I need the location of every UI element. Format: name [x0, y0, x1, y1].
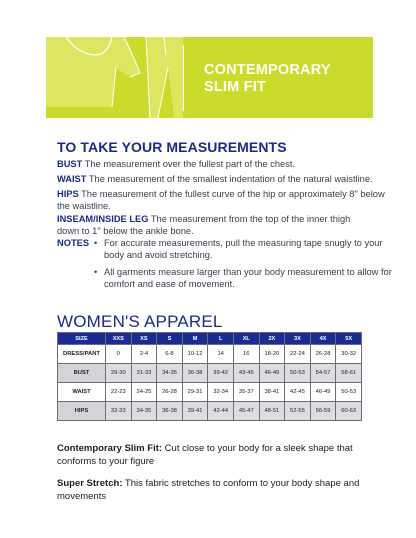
table-cell: 6-8 — [157, 345, 183, 364]
description-term: Super Stretch: — [57, 478, 123, 489]
measurement-inseam — [57, 214, 369, 237]
table-cell: 31-33 — [131, 364, 157, 383]
table-cell: 29-30 — [106, 364, 132, 383]
header-cell: 5X — [336, 333, 362, 345]
measurement-term: WAIST — [57, 174, 87, 184]
size-chart-table — [57, 332, 362, 421]
table-row — [58, 402, 362, 421]
table-cell: 34-35 — [131, 402, 157, 421]
banner-title-line2: SLIM FIT — [204, 79, 267, 95]
row-label: HIPS — [58, 402, 106, 421]
banner-divider — [183, 45, 184, 111]
measurement-bust — [57, 159, 397, 171]
note-text: All garments measure larger than your body measurement to allow for comfort and ease of movement. — [104, 267, 392, 289]
measurement-text: The measurement over the fullest part of the chest. — [82, 159, 296, 169]
table-cell: 46-49 — [310, 383, 336, 402]
header-cell: XL — [233, 333, 259, 345]
description-slim-fit — [57, 443, 377, 468]
table-cell: 26-28 — [157, 383, 183, 402]
apparel-title: WOMEN'S APPAREL — [57, 312, 223, 331]
table-cell: 34-35 — [157, 364, 183, 383]
note-item — [94, 238, 394, 261]
header-cell: XS — [131, 333, 157, 345]
bullet-icon: • — [94, 238, 98, 248]
size-header-row — [58, 333, 362, 345]
header-cell: 4X — [310, 333, 336, 345]
table-cell: 39-42 — [208, 364, 234, 383]
bullet-icon: • — [94, 267, 98, 277]
measurement-term: INSEAM/INSIDE LEG — [57, 214, 149, 224]
table-cell: 38-41 — [259, 383, 285, 402]
table-cell: 46-49 — [259, 364, 285, 383]
table-cell: 16 — [233, 345, 259, 364]
table-cell: 42-44 — [208, 402, 234, 421]
header-cell: SIZE — [58, 333, 106, 345]
table-cell: 45-47 — [233, 402, 259, 421]
measurement-text: The measurement of the smallest indentation of the natural waistline. — [86, 174, 373, 184]
measurement-term: BUST — [57, 159, 83, 169]
description-super-stretch — [57, 478, 377, 503]
table-cell: 60-63 — [336, 402, 362, 421]
table-cell: 26-28 — [310, 345, 336, 364]
table-cell: 30-32 — [336, 345, 362, 364]
table-cell: 54-57 — [310, 364, 336, 383]
table-cell: 32-33 — [106, 402, 132, 421]
table-cell: 14 — [208, 345, 234, 364]
header-cell: S — [157, 333, 183, 345]
measurement-hips — [57, 189, 387, 212]
header-cell: 3X — [285, 333, 311, 345]
description-term: Contemporary Slim Fit: — [57, 443, 163, 454]
banner-title — [204, 62, 364, 96]
measurements-heading: TO TAKE YOUR MEASUREMENTS — [57, 139, 287, 155]
header-cell: L — [208, 333, 234, 345]
table-row — [58, 383, 362, 402]
table-cell: 29-31 — [182, 383, 208, 402]
measurement-text: The measurement of the fullest curve of the hip or approximately 8" below the waistline. — [57, 189, 385, 211]
table-cell: 18-20 — [259, 345, 285, 364]
header-cell: XXS — [106, 333, 132, 345]
measurement-waist — [57, 174, 397, 186]
table-cell: 22-24 — [285, 345, 311, 364]
table-cell: 2-4 — [131, 345, 157, 364]
row-label: BUST — [58, 364, 106, 383]
table-cell: 42-45 — [285, 383, 311, 402]
table-cell: 22-23 — [106, 383, 132, 402]
note-text: For accurate measurements, pull the measuring tape snugly to your body and avoid stretching. — [104, 238, 383, 260]
hero-banner — [46, 37, 373, 118]
banner-title-line1: CONTEMPORARY — [204, 62, 331, 78]
table-cell: 43-45 — [233, 364, 259, 383]
table-cell: 10-12 — [182, 345, 208, 364]
notes-label: NOTES — [57, 238, 90, 248]
table-cell: 58-61 — [336, 364, 362, 383]
table-cell: 56-59 — [310, 402, 336, 421]
table-row — [58, 345, 362, 364]
table-cell: 0 — [106, 345, 132, 364]
scrubs-illustration — [46, 37, 183, 118]
header-cell: M — [182, 333, 208, 345]
row-label: DRESS/PANT — [58, 345, 106, 364]
note-item — [94, 267, 394, 290]
table-cell: 50-53 — [285, 364, 311, 383]
header-cell: 2X — [259, 333, 285, 345]
description-text: Cut close to your body for a sleek shape that conforms to your figure — [57, 443, 353, 467]
table-cell: 48-51 — [259, 402, 285, 421]
table-cell: 50-53 — [336, 383, 362, 402]
row-label: WAIST — [58, 383, 106, 402]
measurement-term: HIPS — [57, 189, 79, 199]
table-cell: 39-41 — [182, 402, 208, 421]
table-cell: 36-38 — [182, 364, 208, 383]
table-cell: 52-55 — [285, 402, 311, 421]
table-row — [58, 364, 362, 383]
measurement-text: The measurement from the top of the inner thigh down to 1" below the ankle bone. — [57, 214, 351, 236]
description-text: This fabric stretches to conform to your body shape and movements — [57, 478, 360, 502]
table-cell: 36-38 — [157, 402, 183, 421]
table-cell: 35-37 — [233, 383, 259, 402]
table-cell: 24-25 — [131, 383, 157, 402]
table-cell: 32-34 — [208, 383, 234, 402]
